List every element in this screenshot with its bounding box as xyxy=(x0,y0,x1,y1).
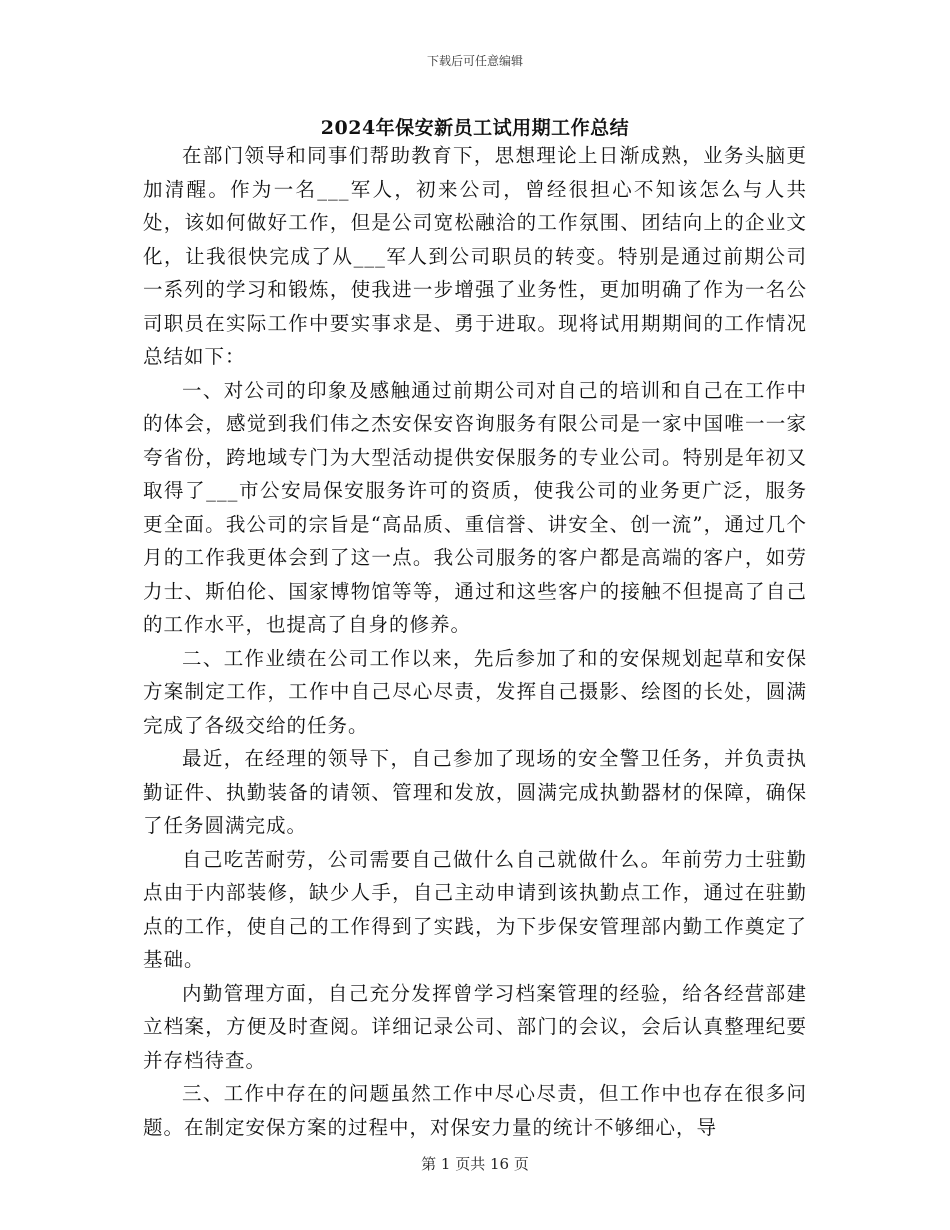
paragraph-section-3: 三、工作中存在的问题虽然工作中尽心尽责，但工作中也存在很多问题。在制定安保方案的过程中，对保安力量的统计不够细心，导 xyxy=(143,1082,807,1139)
paragraph-internal-management: 内勤管理方面，自己充分发挥曾学习档案管理的经验，给各经营部建立档案，方便及时查阅。详细记录公司、部门的会议，会后认真整理纪要并存档待查。 xyxy=(143,981,807,1072)
paragraph-hardworking: 自己吃苦耐劳，公司需要自己做什么自己就做什么。年前劳力士驻勤点由于内部装修，缺少人手，自己主动申请到该执勤点工作，通过在驻勤点的工作，使自己的工作得到了实践，为下步保安管理部内勤工作奠定了基础。 xyxy=(143,847,807,971)
paragraph-intro: 在部门领导和同事们帮助教育下，思想理论上日渐成熟，业务头脑更加清醒。作为一名___军人，初来公司，曾经很担心不知该怎么与人共处，该如何做好工作，但是公司宽松融洽的工作氛围、团结向上的企业文化，让我很快完成了从___军人到公司职员的转变。特别是通过前期公司一系列的学习和锻炼，使我进一步增强了业务性，更加明确了作为一名公司职员在实际工作中要实事求是、勇于进取。现将试用期期间的工作情况总结如下： xyxy=(143,144,807,368)
document-body xyxy=(143,139,807,1144)
page-number-footer: 第 1 页共 16 页 xyxy=(421,1155,529,1173)
page-header-note: 下载后可任意编辑 xyxy=(426,54,523,68)
paragraph-section-2: 二、工作业绩在公司工作以来，先后参加了和的安保规划起草和安保方案制定工作，工作中自己尽心尽责，发挥自己摄影、绘图的长处，圆满完成了各级交给的任务。 xyxy=(143,646,807,737)
document-title: 2024年保安新员工试用期工作总结 xyxy=(320,117,630,139)
paragraph-recent-work: 最近，在经理的领导下，自己参加了现场的安全警卫任务，并负责执勤证件、执勤装备的请领、管理和发放，圆满完成执勤器材的保障，确保了任务圆满完成。 xyxy=(143,747,807,837)
paragraph-section-1: 一、对公司的印象及感触通过前期公司对自己的培训和自己在工作中的体会，感觉到我们伟之杰安保安咨询服务有限公司是一家中国唯一一家夸省份，跨地域专门为大型活动提供安保服务的专业公司。特别是年初又取得了___市公安局保安服务许可的资质，使我公司的业务更广泛，服务更全面。我公司的宗旨是“高品质、重信誉、讲安全、创一流”，通过几个月的工作我更体会到了这一点。我公司服务的客户都是高端的客户，如劳力士、斯伯伦、国家博物馆等等，通过和这些客户的接触不但提高了自己的工作水平，也提高了自身的修养。 xyxy=(143,378,807,636)
